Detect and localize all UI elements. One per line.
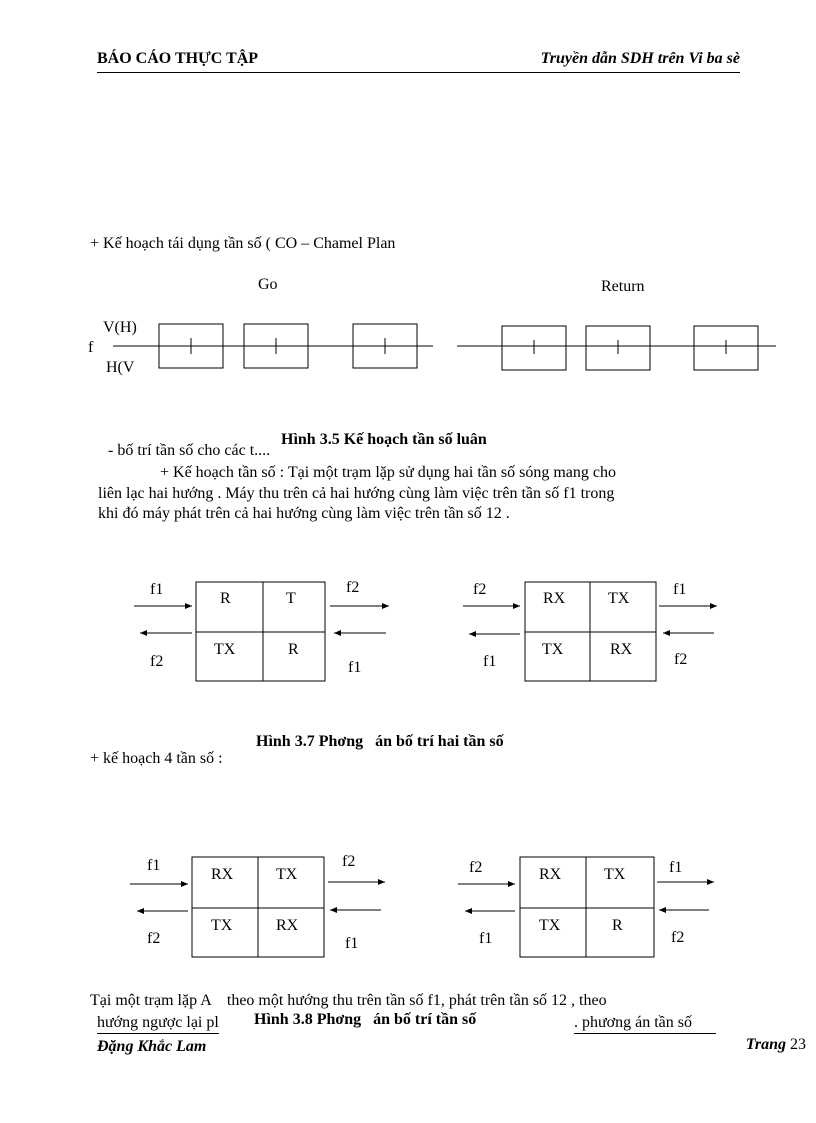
footer-page xyxy=(746,1036,806,1054)
vh-label: V(H) xyxy=(103,319,137,336)
figure-3-5-caption: Hình 3.5 Kế hoạch tần số luân xyxy=(281,431,487,448)
footer-author: Đặng Khắc Lam xyxy=(97,1038,207,1055)
cell-label: RX xyxy=(610,641,633,658)
cell-label: RX xyxy=(543,590,566,607)
cell-label: T xyxy=(286,590,296,607)
bottom-paragraph-line: Tại một trạm lặp A theo một hướng thu trên tần số f1, phát trên tần số 12 , theo xyxy=(90,992,607,1009)
hv-label: H(V xyxy=(106,359,135,376)
figure-3-8-caption: Hình 3.8 Phơng án bố trí tần số xyxy=(254,1011,477,1028)
section-heading-channel-plan: + Kế hoạch tái dụng tần số ( CO – Chamel Plan xyxy=(90,235,396,252)
figure-3-7-diagram xyxy=(0,570,816,700)
paragraph-line: + Kế hoạch tần số : Tại một trạm lặp sử dụng hai tần số sóng mang cho xyxy=(160,464,616,481)
header-rule xyxy=(97,72,740,73)
bottom-paragraph-right: . phương án tần số xyxy=(574,1013,716,1034)
section-heading-four-frequency: + kế hoạch 4 tần số : xyxy=(90,750,223,767)
go-label: Go xyxy=(258,276,278,293)
freq-label: f1 xyxy=(150,581,164,598)
figure-3-8-diagram xyxy=(0,848,816,968)
freq-label: f2 xyxy=(150,653,164,670)
paragraph-frequency-plan xyxy=(98,463,740,525)
cell-label: R xyxy=(220,590,231,607)
return-label: Return xyxy=(601,278,645,295)
cell-label: TX xyxy=(608,590,630,607)
freq-label: f1 xyxy=(147,857,161,874)
freq-label: f2 xyxy=(674,651,688,668)
freq-label: f1 xyxy=(483,653,497,670)
cell-label: TX xyxy=(214,641,236,658)
cell-label: RX xyxy=(211,866,234,883)
cell-label: RX xyxy=(276,917,299,934)
footer-page-number: 23 xyxy=(790,1036,806,1053)
freq-label: f1 xyxy=(345,935,359,952)
freq-label: f1 xyxy=(673,581,687,598)
figure-3-7-caption: Hình 3.7 Phơng án bố trí hai tần số xyxy=(256,733,504,750)
freq-label: f1 xyxy=(669,859,683,876)
paragraph-line: khi đó máy phát trên cả hai hướng cùng làm việc trên tần số 12 . xyxy=(98,505,510,522)
cell-label: RX xyxy=(539,866,562,883)
paragraph-line: liên lạc hai hướng . Máy thu trên cả hai hướng cùng làm việc trên tần số f1 trong xyxy=(98,484,615,502)
freq-label: f2 xyxy=(469,859,483,876)
freq-label: f1 xyxy=(348,659,362,676)
freq-label: f2 xyxy=(346,579,360,596)
header-title: BÁO CÁO THỰC TẬP xyxy=(97,50,259,67)
f-label: f xyxy=(88,339,94,356)
cell-label: TX xyxy=(539,917,561,934)
cell-label: R xyxy=(288,641,299,658)
channel-plan-diagram xyxy=(0,270,816,390)
cell-label: TX xyxy=(542,641,564,658)
cell-label: TX xyxy=(276,866,298,883)
bottom-paragraph-left: hướng ngược lại pl xyxy=(97,1013,219,1034)
frequency-note: - bố trí tần số cho các t.... xyxy=(108,442,271,459)
header-subtitle: Truyền dẫn SDH trên Vi ba sè xyxy=(540,50,740,67)
freq-label: f2 xyxy=(147,930,161,947)
freq-label: f1 xyxy=(479,930,493,947)
cell-label: TX xyxy=(211,917,233,934)
cell-label: R xyxy=(612,917,623,934)
freq-label: f2 xyxy=(473,581,487,598)
freq-label: f2 xyxy=(342,853,356,870)
footer-page-label: Trang xyxy=(745,1036,786,1053)
freq-label: f2 xyxy=(671,929,685,946)
cell-label: TX xyxy=(604,866,626,883)
